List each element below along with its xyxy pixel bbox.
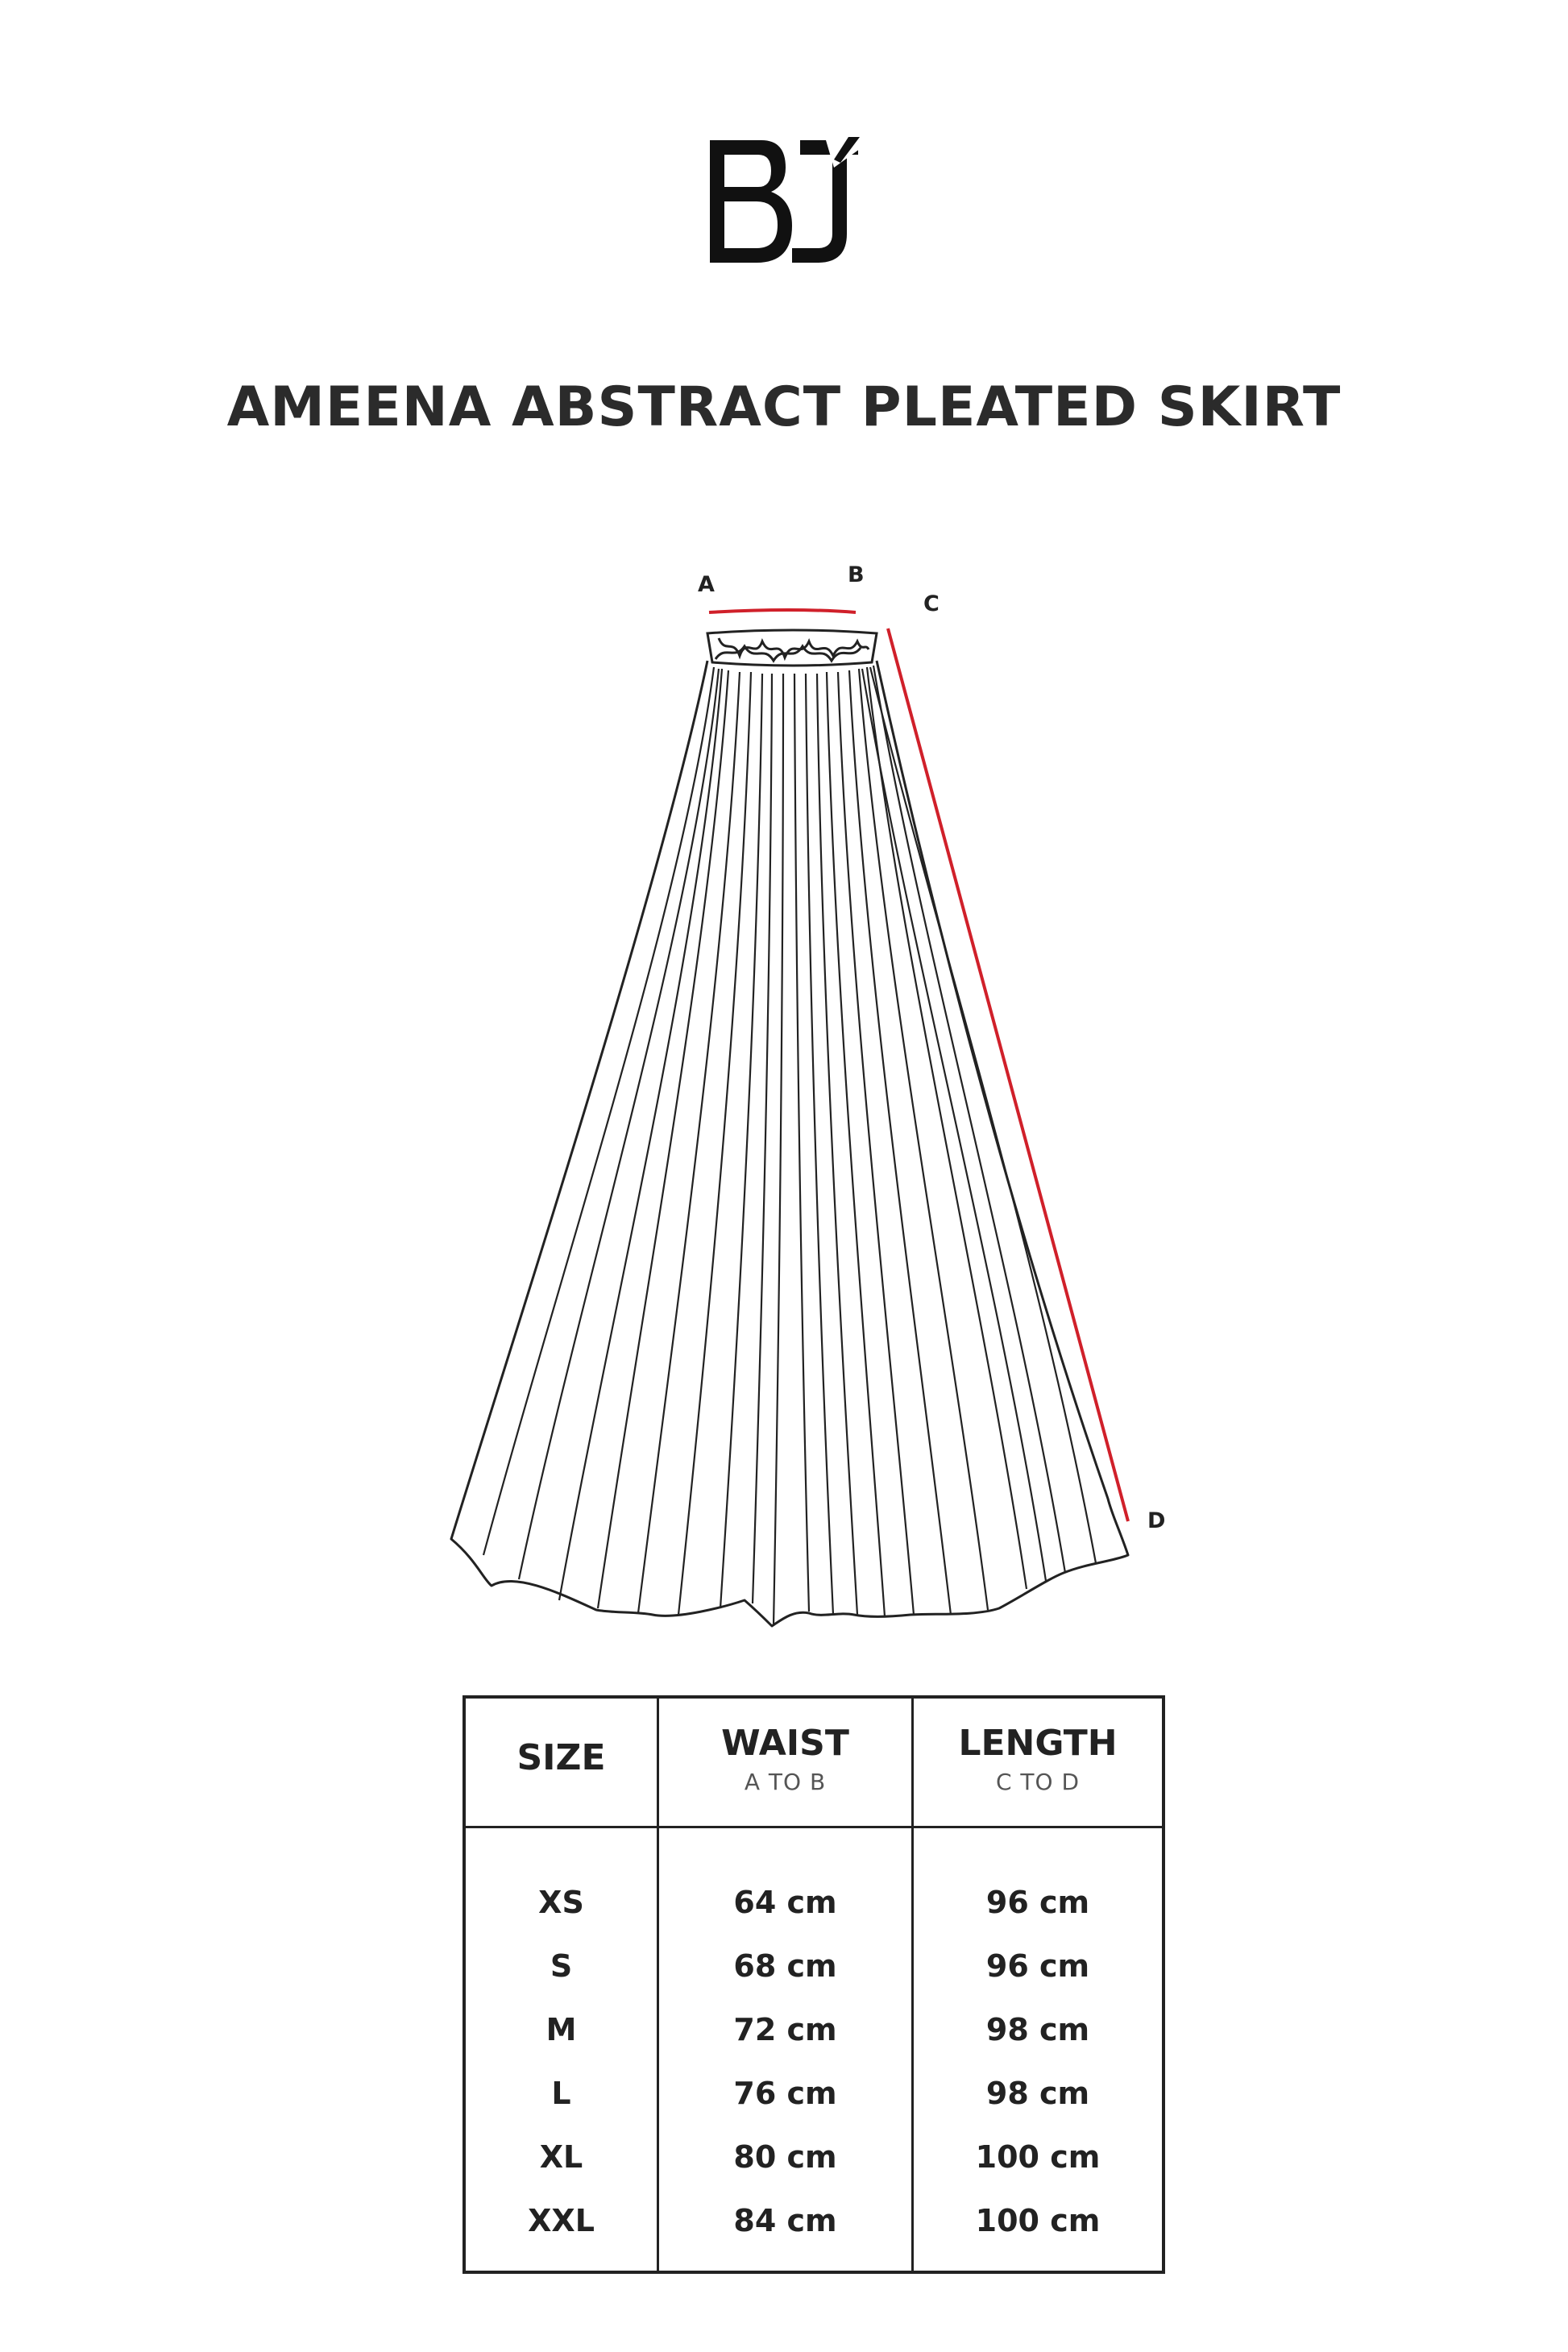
cell-size: XXL [528,2203,595,2238]
header-size-label: SIZE [516,1737,606,1778]
waistband [707,630,877,666]
header-length-sublabel: C TO D [995,1769,1081,1795]
header-waist [659,1699,914,1826]
cell-size: M [545,2012,577,2047]
header-waist-sublabel: A TO B [744,1769,827,1795]
waist-column [659,1828,914,2271]
cell-size: L [551,2076,571,2111]
point-label-b: B [848,562,865,587]
cell-length: 98 cm [985,2076,1090,2111]
point-label-d: D [1147,1508,1166,1533]
cell-length: 96 cm [985,1885,1090,1920]
pleat-lines [483,666,1096,1626]
cell-length: 100 cm [975,2139,1101,2175]
header-length [914,1699,1162,1826]
cell-waist: 72 cm [733,2012,837,2047]
cell-length: 98 cm [985,2012,1090,2047]
cell-waist: 76 cm [733,2076,837,2111]
cell-waist: 84 cm [733,2203,837,2238]
cell-length: 100 cm [975,2203,1101,2238]
size-chart-table [463,1695,1165,2274]
header-waist-label: WAIST [721,1723,849,1764]
size-column [466,1828,659,2271]
cell-length: 96 cm [985,1948,1090,1984]
page-title: AMEENA ABSTRACT PLEATED SKIRT [226,375,1342,439]
header-size [466,1699,659,1826]
point-label-c: C [923,591,940,616]
cell-size: XL [539,2139,583,2175]
header-length-label: LENGTH [958,1723,1118,1764]
cell-size: XS [538,1885,584,1920]
cell-size: S [550,1948,573,1984]
waist-measure-line [709,610,856,612]
length-column [914,1828,1162,2271]
cell-waist: 64 cm [733,1885,837,1920]
cell-waist: 68 cm [733,1948,837,1984]
point-label-a: A [698,572,715,597]
length-measure-line [888,628,1128,1521]
cell-waist: 80 cm [733,2139,837,2175]
